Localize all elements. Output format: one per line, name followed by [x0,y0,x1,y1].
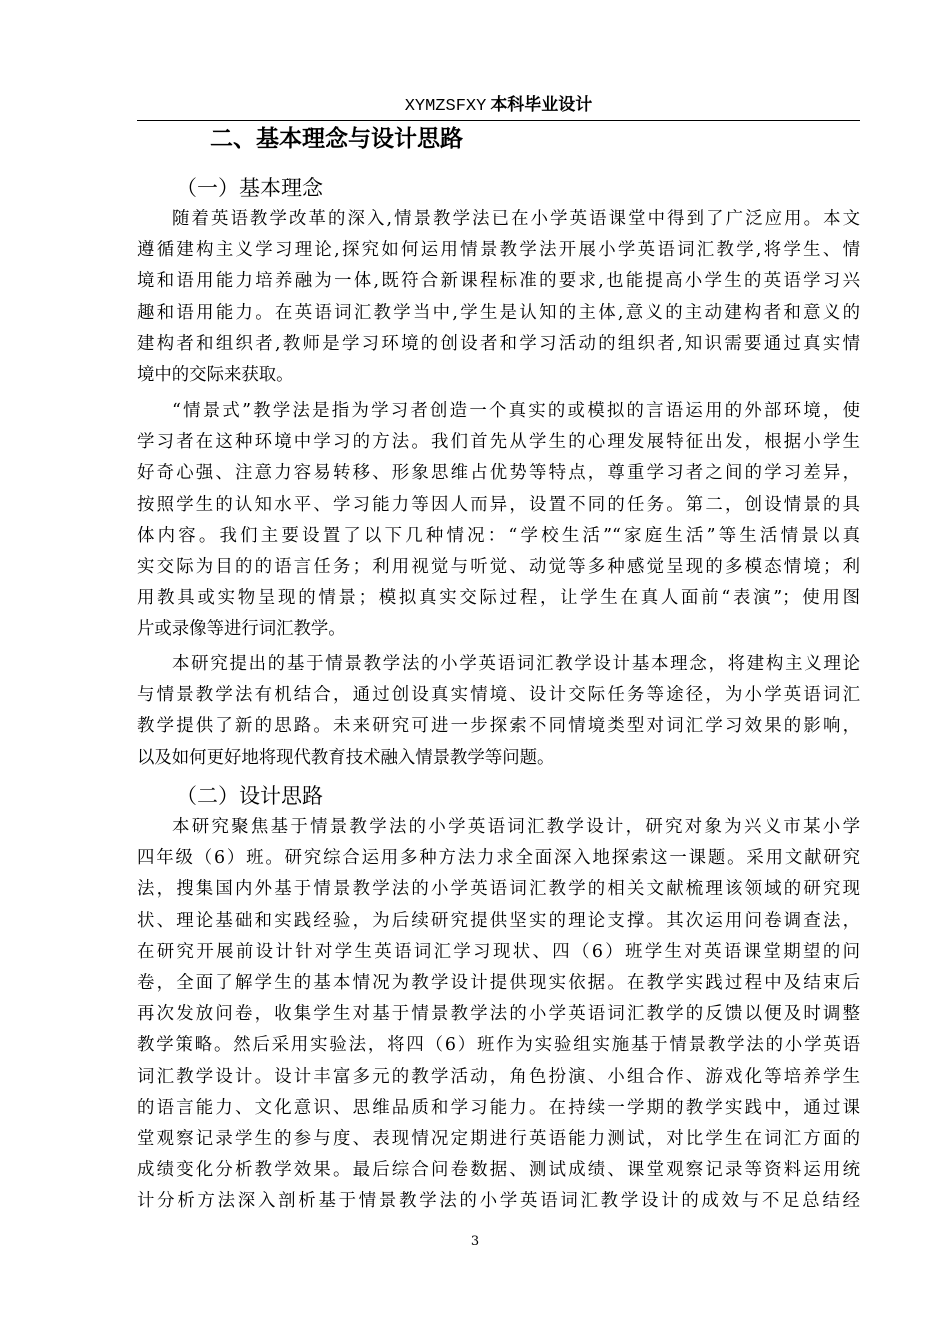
paragraph-line: 按照学生的认知水平、学习能力等因人而异，设置不同的任务。第二，创设情景的具 [137,494,860,515]
paragraph-line: 随着英语教学改革的深入,情景教学法已在小学英语课堂中得到了广泛应用。本文 [172,209,860,229]
paragraph-line: 用教具或实物呈现的情景；模拟真实交际过程，让学生在真人面前“表演”；使用图 [137,588,860,609]
paragraph-line: 状、理论基础和实践经验，为后续研究提供坚实的理论支撑。其次运用问卷调查法， [137,910,860,931]
paragraph-line: 法，搜集国内外基于情景教学法的小学英语词汇教学的相关文献梳理该领域的研究现 [137,879,860,900]
paragraph-line: 计分析方法深入剖析基于情景教学法的小学英语词汇教学设计的成效与不足总结经 [137,1191,860,1212]
header-code: XYMZSFXY [404,97,487,116]
paragraph-line: 片或录像等进行词汇教学。 [137,619,346,640]
page-number: 3 [470,1234,480,1249]
paragraph-1 [137,204,860,391]
paragraph-4 [137,812,860,1218]
subsection-title-design-approach: （二）设计思路 [176,784,323,808]
paragraph-line: 在研究开展前设计针对学生英语词汇学习现状、四（6）班学生对英语课堂期望的问 [137,941,860,962]
paragraph-line: “情景式”教学法是指为学习者创造一个真实的或模拟的言语运用的外部环境，使 [172,401,860,421]
paragraph-line: 教学策略。然后采用实验法，将四（6）班作为实验组实施基于情景教学法的小学英语 [137,1035,860,1056]
paragraph-3 [137,649,860,774]
page-header [137,90,860,121]
paragraph-line: 好奇心强、注意力容易转移、形象思维占优势等特点，尊重学习者之间的学习差异， [137,463,860,484]
paragraph-line: 词汇教学设计。设计丰富多元的教学活动，角色扮演、小组合作、游戏化等培养学生 [137,1066,860,1087]
paragraph-line: 境和语用能力培养融为一体,既符合新课程标准的要求,也能提高小学生的英语学习兴 [137,271,860,292]
paragraph-line: 建构者和组织者,教师是学习环境的创设者和学习活动的组织者,知识需要通过真实情 [137,333,860,354]
paragraph-line: 成绩变化分析教学效果。最后综合问卷数据、测试成绩、课堂观察记录等资料运用统 [137,1160,860,1181]
paragraph-line: 教学提供了新的思路。未来研究可进一步探索不同情境类型对词汇学习效果的影响， [137,716,860,737]
paragraph-line: 再次发放问卷，收集学生对基于情景教学法的小学英语词汇教学的反馈以便及时调整 [137,1004,860,1025]
paragraph-line: 学习者在这种环境中学习的方法。我们首先从学生的心理发展特征出发，根据小学生 [137,432,860,453]
paragraph-line: 境中的交际来获取。 [137,365,294,386]
paragraph-line: 趣和语用能力。在英语词汇教学当中,学生是认知的主体,意义的主动建构者和意义的 [137,302,860,323]
paragraph-line: 以及如何更好地将现代教育技术融入情景教学等问题。 [137,747,555,768]
paragraph-line: 四年级（6）班。研究综合运用多种方法力求全面深入地探索这一课题。采用文献研究 [137,848,860,869]
paragraph-line: 卷，全面了解学生的基本情况为教学设计提供现实依据。在教学实践过程中及结束后 [137,973,860,994]
paragraph-line: 与情景教学法有机结合，通过创设真实情境、设计交际任务等途径，为小学英语词汇 [137,685,860,706]
paragraph-line: 本研究提出的基于情景教学法的小学英语词汇教学设计基本理念，将建构主义理论 [172,654,860,674]
paragraph-2 [137,396,860,646]
paragraph-line: 堂观察记录学生的参与度、表现情况定期进行英语能力测试，对比学生在词汇方面的 [137,1129,860,1150]
subsection-title-basic-concept: （一）基本理念 [176,176,323,200]
section-title: 二、基本理念与设计思路 [210,126,463,152]
paragraph-line: 遵循建构主义学习理论,探究如何运用情景教学法开展小学英语词汇教学,将学生、情 [137,240,860,261]
header-title: 本科毕业设计 [490,95,593,115]
paragraph-line: 本研究聚焦基于情景教学法的小学英语词汇教学设计，研究对象为兴义市某小学 [172,817,860,837]
paragraph-line: 的语言能力、文化意识、思维品质和学习能力。在持续一学期的教学实践中，通过课 [137,1097,860,1118]
paragraph-line: 体内容。我们主要设置了以下几种情况：“学校生活”“家庭生活”等生活情景以真 [137,525,860,546]
paragraph-line: 实交际为目的的语言任务；利用视觉与听觉、动觉等多种感觉呈现的多模态情境；利 [137,557,860,578]
